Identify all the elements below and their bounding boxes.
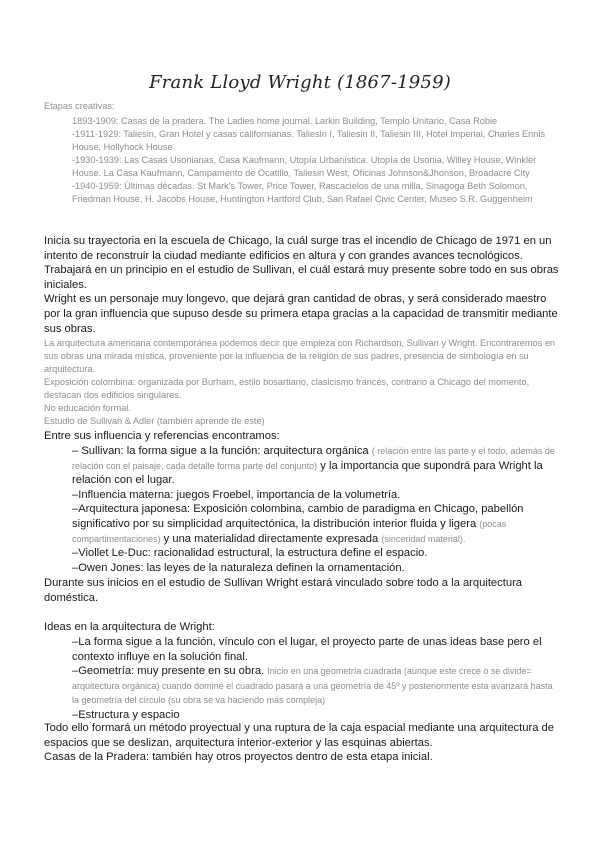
etapas-heading: Etapas creativas: bbox=[44, 101, 115, 111]
influence-japonesa-text: –Arquitectura japonesa: Exposición colombina, cambio de paradigma en Chicago, pabellón significativo por su simplicidad arquitectónica, la distribución interior fluida y ligera bbox=[72, 503, 524, 530]
ideas-heading: Ideas en la arquitectura de Wright: bbox=[44, 621, 215, 633]
influence-sullivan-note: ( relación entre las parte y el todo, además de relación con el paisaje, cada detalle forma parte del conjunto) bbox=[72, 446, 555, 471]
note-paragraph: No educación formal. bbox=[44, 403, 131, 413]
ideas-list bbox=[72, 635, 558, 723]
influence-materna: –Influencia materna: juegos Froebel, importancia de la volumetría. bbox=[72, 488, 401, 501]
influence-sullivan-text: – Sullivan: la forma sigue a la función: arquitectura orgánica bbox=[72, 445, 369, 457]
intro-paragraph: Inicia su trayectoria en la escuela de Chicago, la cuál surge tras el incendio de Chicago de 1971 en un intento de reconstruir la ciudad mediante edificios en altura y con grandes avances tecnológicos. bbox=[44, 235, 552, 262]
intro-paragraph: Trabajará en un principio en el estudio de Sullivan, el cuál estará muy presente sobre todo en sus obras iniciales. bbox=[44, 264, 559, 291]
casas-paragraph: Casas de la Pradera: también hay otros proyectos dentro de esta etapa inicial. bbox=[44, 751, 433, 764]
influence-viollet: –Viollet Le-Duc: racionalidad estructural, la estructura define el espacio. bbox=[72, 547, 428, 560]
influence-japonesa-note-b: (sinceridad material). bbox=[381, 533, 466, 544]
note-paragraph: Exposición colombina: organizada por Burham, estilo bosartiano, clasicismo francés, contrario a Chicago del momento, destacan dos edificios singulares. bbox=[44, 377, 530, 400]
durante-paragraph: Durante sus inicios en el estudio de Sullivan Wright estará vinculado sobre todo a la arquitectura doméstica. bbox=[44, 577, 523, 604]
idea-geometria-note: Inicio en una geometría cuadrada (aunque este crece o se divide= arquitectura orgánica) cuando dominé el cuadrado pasará a una geometría de 45º y posteriormente esta avanzará hasta la geometría del círculo (su obra se va haciendo más compleja) bbox=[72, 666, 553, 706]
influencias-list bbox=[72, 444, 558, 575]
etapa-item: -1930-1939: Las Casas Usonianas, Casa Kaufmann, Utopía Urbanística. Utopía de Usonia, Willey House, Winkler House. La Casa Kaufmann, Campamento de Ocatillo, Taliesin West, Oficinas Johnson&Jhonson, Broadacre City bbox=[72, 155, 537, 178]
page-title: Frank Lloyd Wright (1867-1959) bbox=[149, 72, 451, 93]
influence-sullivan-text-b: y la importancia que supondrá para Wright la relación con el lugar. bbox=[72, 459, 543, 487]
etapas-list bbox=[72, 115, 558, 206]
note-paragraph: Estudio de Sullivan & Adler (también aprende de este) bbox=[44, 416, 265, 426]
idea-forma: –La forma sigue a la función, vínculo con el lugar, el proyecto parte de unas ideas base pero el contexto influye en la solución final. bbox=[72, 636, 542, 663]
influencias-heading: Entre sus influencia y referencias encontramos: bbox=[44, 430, 280, 442]
influence-japonesa-note: (pocas compartimentaciones) bbox=[72, 518, 507, 544]
intro-section bbox=[44, 234, 560, 336]
notes-section bbox=[44, 337, 560, 428]
intro-paragraph: Wright es un personaje muy longevo, que dejará gran cantidad de obras, y será considerado maestro por la gran influencia que supuso desde su primera etapa gracias a la capacidad de transmitir mediante sus obras. bbox=[44, 293, 558, 335]
influence-sullivan bbox=[72, 444, 558, 488]
note-paragraph: La arquitectura americana contemporánea podemos decir que empieza con Richardson, Sullivan y Wright. Encontraremos en sus obras una mirada mística, proveniente por la influencia de la religión de sus padres, presencia de simbología en su arquitectura. bbox=[44, 338, 556, 374]
influence-owen: –Owen Jones: las leyes de la naturaleza definen la ornamentación. bbox=[72, 561, 405, 574]
etapa-item: -1940-1959: Últimas décadas. St Mark's Tower, Price Tower, Rascacielos de una milla, Sinagoga Beth Solomon, Friedman House, H. Jacobs House, Huntington Hartford Club, San Rafael Civic Center, Museo S.R. Guggenheim bbox=[72, 181, 533, 204]
closing-section bbox=[44, 721, 560, 765]
idea-geometria bbox=[72, 664, 558, 708]
etapa-item: 1893-1909: Casas de la pradera. The Ladies home journal. Larkin Building, Templo Unitario, Casa Robie bbox=[72, 116, 498, 126]
todo-paragraph: Todo ello formará un método proyectual y una ruptura de la caja espacial mediante una arquitectura de espacios que se deslizan, arquitectura interior-exterior y las esquinas abiertas. bbox=[44, 722, 554, 749]
influence-japonesa-text-b: y una materialidad directamente expresada bbox=[163, 532, 379, 545]
idea-estructura: –Estructura y espacio bbox=[72, 708, 180, 721]
etapa-item: -1911-1929: Taliesin, Gran Hotel y casas californianas. Taliesin I, Taliesin II, Taliesin III, Hotel Imperial, Charles Ennis House, Hollyhock House bbox=[72, 129, 546, 152]
influence-japonesa bbox=[72, 502, 558, 546]
idea-geometria-text: –Geometría: muy presente en su obra. bbox=[72, 665, 265, 678]
